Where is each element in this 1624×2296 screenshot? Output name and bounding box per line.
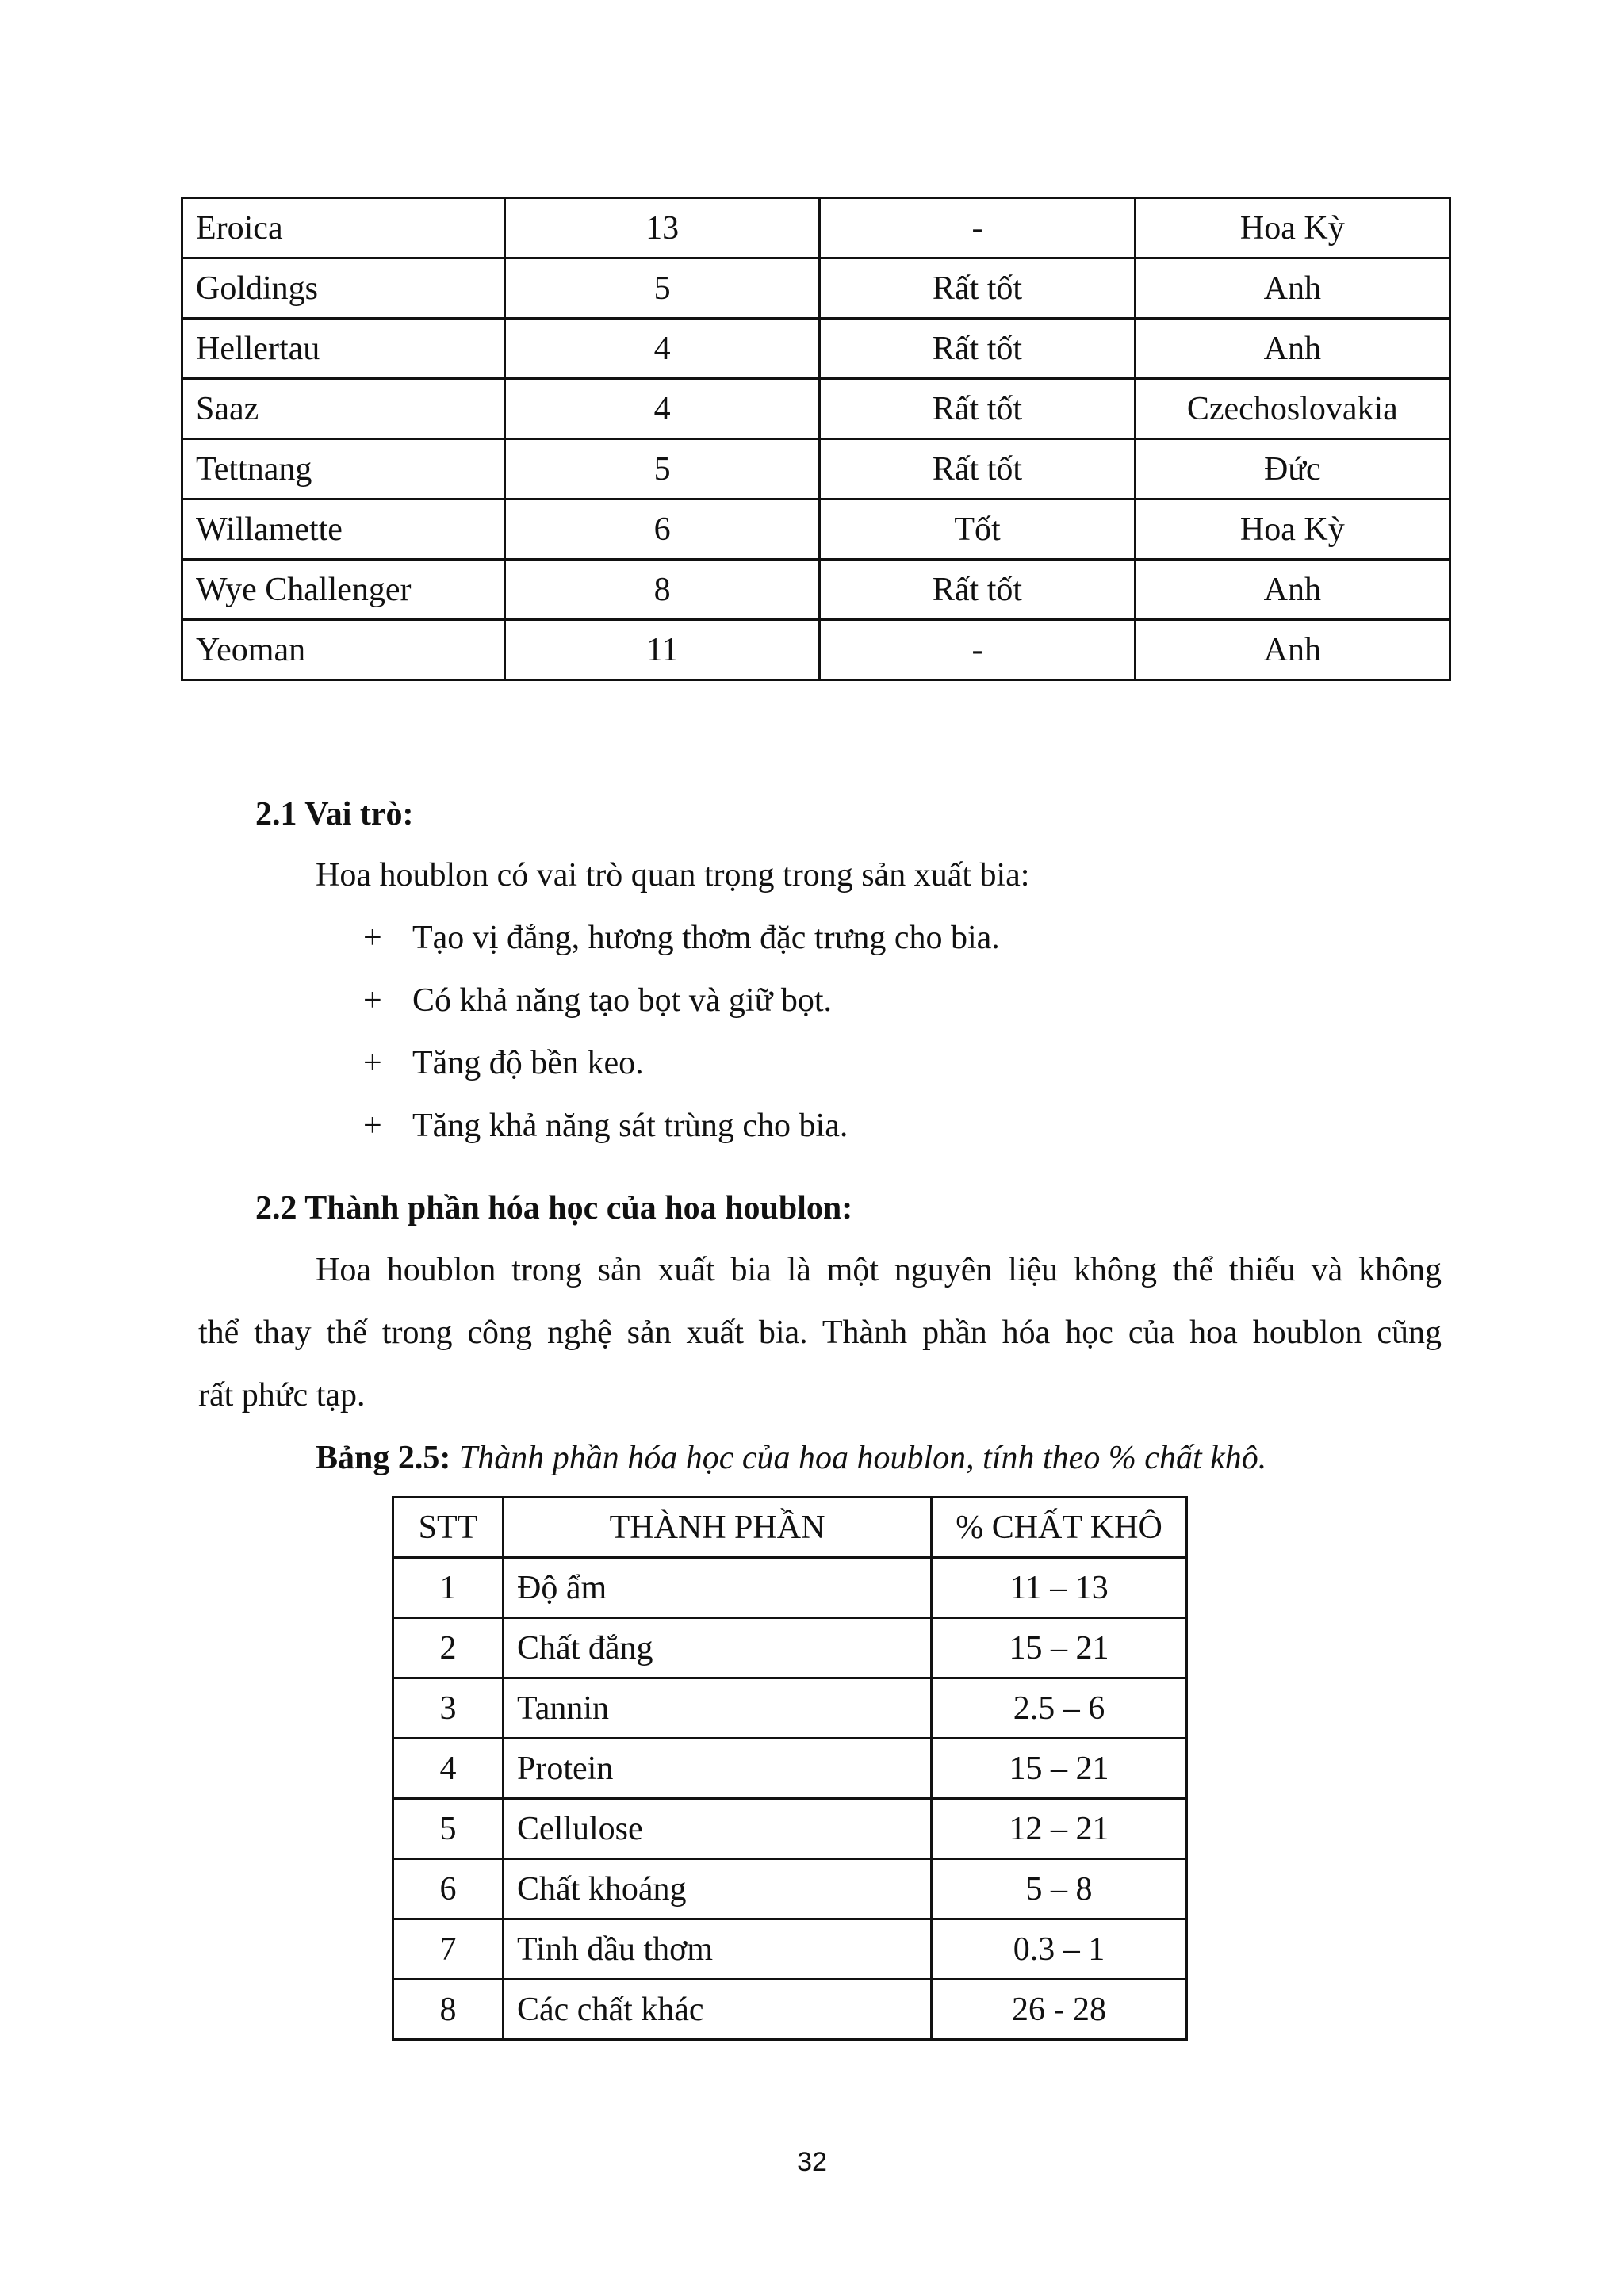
table-row bbox=[393, 1558, 1187, 1618]
table-row bbox=[182, 499, 1450, 560]
row-number: 6 bbox=[393, 1859, 504, 1919]
table-row bbox=[182, 319, 1450, 379]
variety-name: Eroica bbox=[182, 198, 505, 258]
table-row bbox=[182, 198, 1450, 258]
component-name: Độ ẩm bbox=[504, 1558, 932, 1618]
row-number: 4 bbox=[393, 1739, 504, 1799]
component-percent: 26 - 28 bbox=[932, 1980, 1187, 2040]
hop-varieties-table bbox=[181, 197, 1451, 681]
bullet-text: Tăng khả năng sát trùng cho bia. bbox=[412, 1108, 848, 1144]
column-header: THÀNH PHẦN bbox=[504, 1498, 932, 1558]
component-name: Chất khoáng bbox=[504, 1859, 932, 1919]
table-row bbox=[182, 620, 1450, 680]
component-name: Tannin bbox=[504, 1678, 932, 1739]
table-row bbox=[393, 1618, 1187, 1678]
variety-origin: Anh bbox=[1135, 620, 1450, 680]
row-number: 3 bbox=[393, 1678, 504, 1739]
table-caption bbox=[316, 1441, 1266, 1475]
row-number: 2 bbox=[393, 1618, 504, 1678]
table-row bbox=[182, 379, 1450, 439]
table-row bbox=[182, 560, 1450, 620]
composition-table bbox=[392, 1496, 1188, 2041]
variety-name: Hellertau bbox=[182, 319, 505, 379]
component-percent: 0.3 – 1 bbox=[932, 1919, 1187, 1980]
component-name: Chất đắng bbox=[504, 1618, 932, 1678]
section-2-1-heading: 2.1 Vai trò: bbox=[255, 796, 414, 832]
variety-name: Willamette bbox=[182, 499, 505, 560]
paragraph-line: rất phức tạp. bbox=[198, 1377, 366, 1414]
table-row bbox=[182, 439, 1450, 499]
variety-value: 5 bbox=[505, 439, 820, 499]
variety-quality: - bbox=[820, 198, 1135, 258]
component-percent: 12 – 21 bbox=[932, 1799, 1187, 1859]
variety-value: 4 bbox=[505, 319, 820, 379]
variety-quality: Rất tốt bbox=[820, 258, 1135, 319]
variety-quality: - bbox=[820, 620, 1135, 680]
variety-value: 6 bbox=[505, 499, 820, 560]
variety-quality: Rất tốt bbox=[820, 319, 1135, 379]
variety-name: Saaz bbox=[182, 379, 505, 439]
variety-name: Goldings bbox=[182, 258, 505, 319]
section-2-2-heading: 2.2 Thành phần hóa học của hoa houblon: bbox=[255, 1190, 853, 1226]
variety-quality: Rất tốt bbox=[820, 560, 1135, 620]
table-row bbox=[393, 1739, 1187, 1799]
section-2-1-intro: Hoa houblon có vai trò quan trọng trong sản xuất bia: bbox=[316, 857, 1030, 894]
bullet-text: Tăng độ bền keo. bbox=[412, 1045, 644, 1081]
variety-name: Tettnang bbox=[182, 439, 505, 499]
bullet-mark: + bbox=[363, 1045, 382, 1081]
row-number: 1 bbox=[393, 1558, 504, 1618]
table-row bbox=[393, 1919, 1187, 1980]
row-number: 7 bbox=[393, 1919, 504, 1980]
component-percent: 15 – 21 bbox=[932, 1618, 1187, 1678]
variety-origin: Anh bbox=[1135, 258, 1450, 319]
bullet-mark: + bbox=[363, 1108, 382, 1144]
component-percent: 5 – 8 bbox=[932, 1859, 1187, 1919]
table-row bbox=[182, 258, 1450, 319]
variety-value: 13 bbox=[505, 198, 820, 258]
component-name: Protein bbox=[504, 1739, 932, 1799]
variety-quality: Tốt bbox=[820, 499, 1135, 560]
variety-origin: Hoa Kỳ bbox=[1135, 499, 1450, 560]
component-percent: 15 – 21 bbox=[932, 1739, 1187, 1799]
table-row bbox=[393, 1799, 1187, 1859]
component-name: Tinh dầu thơm bbox=[504, 1919, 932, 1980]
variety-name: Yeoman bbox=[182, 620, 505, 680]
variety-value: 5 bbox=[505, 258, 820, 319]
component-name: Cellulose bbox=[504, 1799, 932, 1859]
variety-value: 8 bbox=[505, 560, 820, 620]
variety-origin: Hoa Kỳ bbox=[1135, 198, 1450, 258]
component-name: Các chất khác bbox=[504, 1980, 932, 2040]
page-number: 32 bbox=[797, 2147, 827, 2177]
variety-quality: Rất tốt bbox=[820, 379, 1135, 439]
table-row bbox=[393, 1980, 1187, 2040]
bullet-text: Có khả năng tạo bọt và giữ bọt. bbox=[412, 982, 833, 1019]
variety-origin: Đức bbox=[1135, 439, 1450, 499]
caption-label: Bảng 2.5: bbox=[316, 1440, 451, 1476]
variety-value: 4 bbox=[505, 379, 820, 439]
variety-name: Wye Challenger bbox=[182, 560, 505, 620]
paragraph-line: thể thay thế trong công nghệ sản xuất bia. Thành phần hóa học của hoa houblon cũng bbox=[198, 1314, 1442, 1351]
caption-text: Thành phần hóa học của hoa houblon, tính theo % chất khô. bbox=[458, 1440, 1267, 1476]
row-number: 5 bbox=[393, 1799, 504, 1859]
component-percent: 11 – 13 bbox=[932, 1558, 1187, 1618]
variety-origin: Czechoslovakia bbox=[1135, 379, 1450, 439]
variety-origin: Anh bbox=[1135, 319, 1450, 379]
table-row bbox=[393, 1859, 1187, 1919]
bullet-mark: + bbox=[363, 920, 382, 956]
bullet-mark: + bbox=[363, 982, 382, 1019]
column-header: % CHẤT KHÔ bbox=[932, 1498, 1187, 1558]
variety-origin: Anh bbox=[1135, 560, 1450, 620]
table-header-row bbox=[393, 1498, 1187, 1558]
paragraph-line: Hoa houblon trong sản xuất bia là một nguyên liệu không thể thiếu và không bbox=[316, 1252, 1442, 1288]
bullet-text: Tạo vị đắng, hương thơm đặc trưng cho bia. bbox=[412, 920, 1000, 956]
variety-quality: Rất tốt bbox=[820, 439, 1135, 499]
column-header: STT bbox=[393, 1498, 504, 1558]
table-row bbox=[393, 1678, 1187, 1739]
row-number: 8 bbox=[393, 1980, 504, 2040]
variety-value: 11 bbox=[505, 620, 820, 680]
component-percent: 2.5 – 6 bbox=[932, 1678, 1187, 1739]
